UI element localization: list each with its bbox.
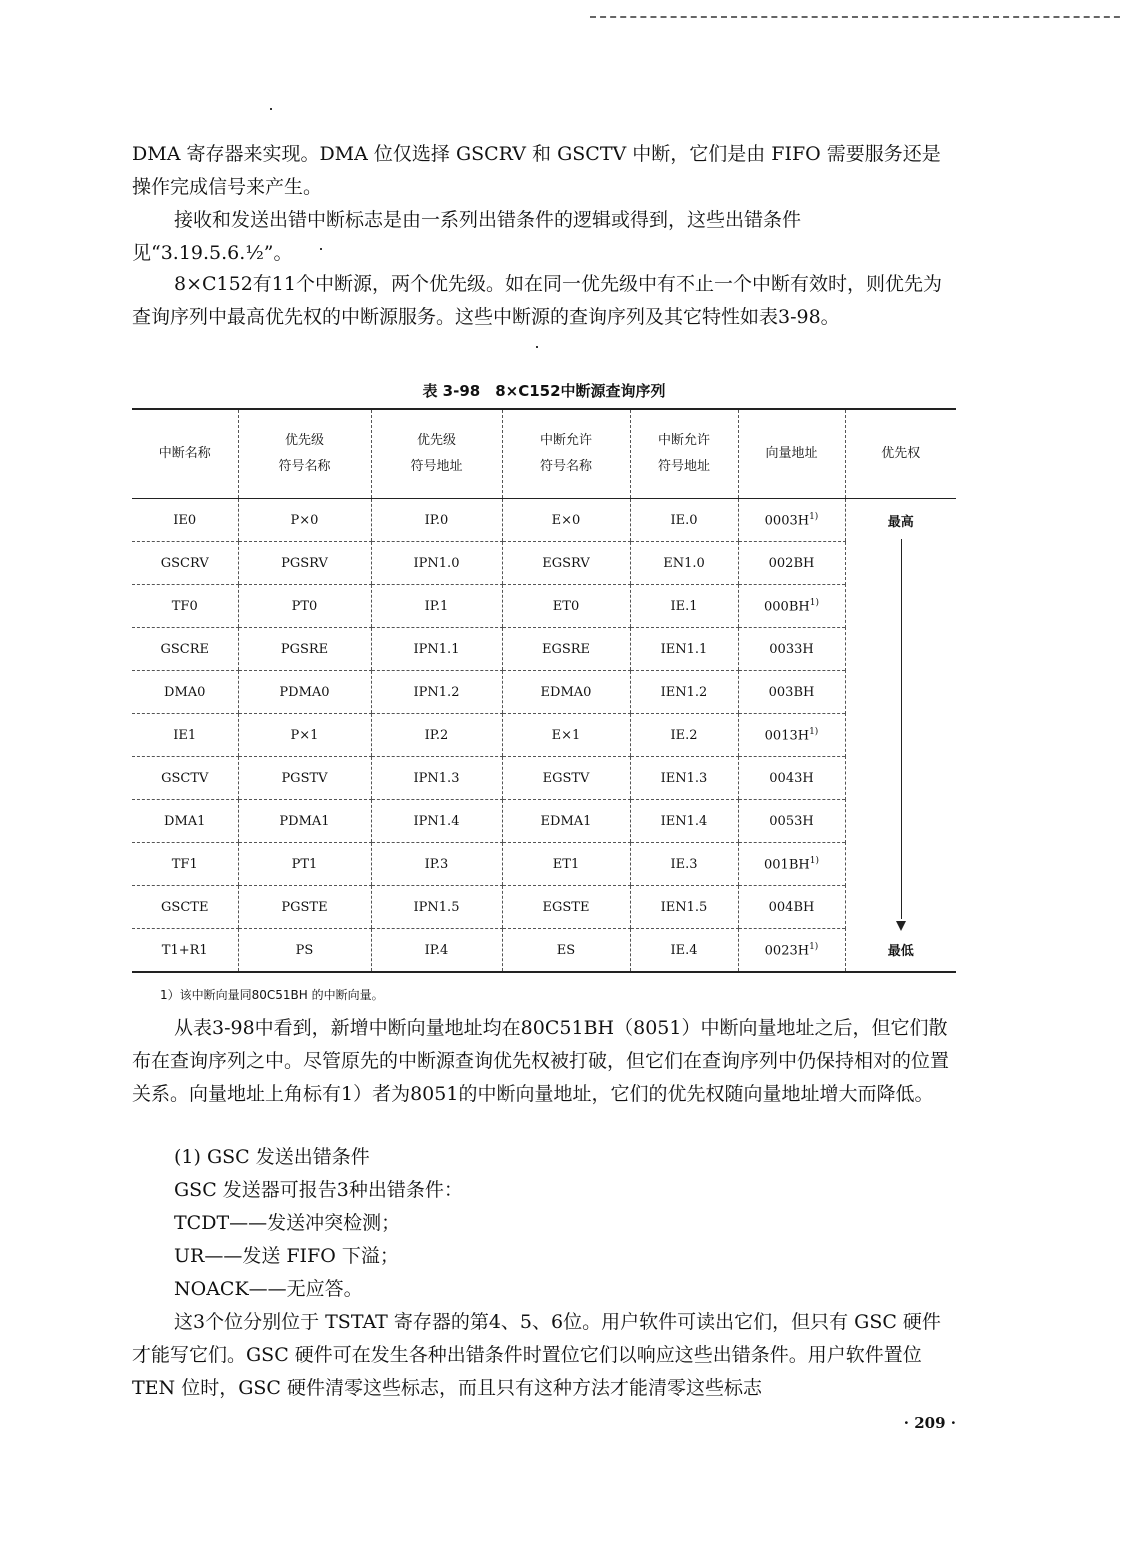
- table-cell: IEN1.1: [630, 628, 738, 671]
- page-number: · 209 ·: [903, 1414, 956, 1432]
- table-cell: [738, 929, 845, 973]
- table-cell: TF0: [132, 585, 238, 628]
- table-row: [132, 585, 956, 628]
- footnote-marker: 1): [809, 511, 819, 522]
- table-cell: IE1: [132, 714, 238, 757]
- table-cell: P×0: [238, 499, 371, 542]
- table-cell: [738, 499, 845, 542]
- table-cell: IEN1.2: [630, 671, 738, 714]
- paragraph-ur: UR——发送 FIFO 下溢；: [174, 1245, 399, 1267]
- column-header: 优先级 符号地址: [371, 409, 502, 499]
- vector-address: 0013H: [764, 728, 810, 744]
- table-cell: IPN1.4: [371, 800, 502, 843]
- vector-address: 0023H: [764, 943, 810, 959]
- table-cell: IE0: [132, 499, 238, 542]
- table-cell: E×0: [502, 499, 630, 542]
- table-cell: IP.4: [371, 929, 502, 973]
- footnote-marker: 1): [809, 855, 819, 866]
- table-cell: PT0: [238, 585, 371, 628]
- vector-address: 002BH: [768, 555, 815, 571]
- table-cell: IEN1.5: [630, 886, 738, 929]
- table-row: [132, 499, 956, 542]
- table-cell: PGSTE: [238, 886, 371, 929]
- table-cell: ET0: [502, 585, 630, 628]
- paragraph-tcdt: TCDT——发送冲突检测；: [174, 1212, 401, 1234]
- table-cell: PDMA0: [238, 671, 371, 714]
- table-cell: IPN1.3: [371, 757, 502, 800]
- column-header: 优先级 符号名称: [238, 409, 371, 499]
- table-cell: IP.0: [371, 499, 502, 542]
- table-cell: IE.2: [630, 714, 738, 757]
- paragraph-tstat: 这3个位分别位于 TSTAT 寄存器的第4、5、6位。用户软件可读出它们，但只有 GSC 硬件才能写它们。GSC 硬件可在发生各种出错条件时置位它们以响应这些出错条件。用户软件置位 TEN 位时，GSC 硬件清零这些标志，而且只有这种方法才能清零这些标志: [132, 1311, 941, 1399]
- table-cell: IPN1.5: [371, 886, 502, 929]
- table-cell: GSCTE: [132, 886, 238, 929]
- table-cell: PGSRE: [238, 628, 371, 671]
- table-cell: EGSTE: [502, 886, 630, 929]
- scan-speck: [536, 346, 538, 348]
- table-cell: IP.1: [371, 585, 502, 628]
- column-header: 中断允许 符号名称: [502, 409, 630, 499]
- table-cell: GSCTV: [132, 757, 238, 800]
- footnote-marker: 1): [809, 597, 819, 608]
- table-cell: EGSRE: [502, 628, 630, 671]
- vector-address: 001BH: [764, 857, 810, 873]
- table-cell: EDMA1: [502, 800, 630, 843]
- table-cell: IEN1.4: [630, 800, 738, 843]
- column-header: 优先权: [845, 409, 956, 499]
- table-row: [132, 800, 956, 843]
- table-row: [132, 929, 956, 973]
- column-header: 中断名称: [132, 409, 238, 499]
- table-cell: GSCRE: [132, 628, 238, 671]
- table-cell: EGSTV: [502, 757, 630, 800]
- paragraph-noack: NOACK——无应答。: [174, 1278, 363, 1300]
- paragraph-dma: DMA 寄存器来实现。DMA 位仅选择 GSCRV 和 GSCTV 中断，它们是由 FIFO 需要服务还是操作完成信号来产生。: [132, 143, 941, 198]
- table-cell: PGSRV: [238, 542, 371, 585]
- table-cell: IE.0: [630, 499, 738, 542]
- vector-address: 0033H: [769, 641, 814, 657]
- paragraph-error-flags: 接收和发送出错中断标志是由一系列出错条件的逻辑或得到，这些出错条件见“3.19.5.6.½”。: [132, 209, 802, 264]
- paragraph-table-analysis: 从表3-98中看到，新增中断向量地址均在80C51BH（8051）中断向量地址之后，但它们散布在查询序列之中。尽管原先的中断源查询优先权被打破，但它们在查询序列中仍保持相对的位置关系。向量地址上角标有1）者为8051的中断向量地址，它们的优先权随向量地址增大而降低。: [132, 1017, 950, 1105]
- table-cell: [738, 800, 845, 843]
- table-row: [132, 714, 956, 757]
- table-cell: DMA0: [132, 671, 238, 714]
- priority-column: [845, 499, 956, 973]
- table-cell: IP.3: [371, 843, 502, 886]
- table-cell: [738, 542, 845, 585]
- table-cell: [738, 585, 845, 628]
- footnote-marker: 1): [809, 941, 819, 952]
- vector-address: 0043H: [769, 770, 814, 786]
- paragraph-interrupt-sources: 8×C152有11个中断源，两个优先级。如在同一优先级中有不止一个中断有效时，则优先为查询序列中最高优先权的中断源服务。这些中断源的查询序列及其它特性如表3-98。: [132, 273, 942, 328]
- table-cell: DMA1: [132, 800, 238, 843]
- vector-address: 0053H: [769, 813, 814, 829]
- table-cell: IPN1.2: [371, 671, 502, 714]
- table-cell: PS: [238, 929, 371, 973]
- table-cell: IE.3: [630, 843, 738, 886]
- table-row: [132, 843, 956, 886]
- vector-address: 004BH: [768, 899, 815, 915]
- interrupt-poll-table: [132, 408, 956, 973]
- column-header: 向量地址: [738, 409, 845, 499]
- priority-arrow-line: [901, 539, 902, 919]
- table-cell: P×1: [238, 714, 371, 757]
- table-cell: IE.1: [630, 585, 738, 628]
- table-cell: EDMA0: [502, 671, 630, 714]
- table-cell: IPN1.0: [371, 542, 502, 585]
- scan-speck: [270, 108, 272, 110]
- footnote-marker: 1): [809, 726, 819, 737]
- table-cell: ET1: [502, 843, 630, 886]
- paragraph-section-heading: (1) GSC 发送出错条件: [174, 1146, 370, 1168]
- column-header: 中断允许 符号地址: [630, 409, 738, 499]
- table-cell: T1+R1: [161, 942, 208, 958]
- vector-address: 003BH: [768, 684, 815, 700]
- table-cell: [738, 843, 845, 886]
- table-row: [132, 886, 956, 929]
- table-cell: IP.2: [371, 714, 502, 757]
- table-cell: EGSRV: [502, 542, 630, 585]
- table-caption: 表 3-98 8×C152中断源查询序列: [422, 382, 666, 400]
- priority-highest-label: 最高: [887, 515, 914, 530]
- table-cell: [738, 757, 845, 800]
- table-cell: PDMA1: [238, 800, 371, 843]
- top-dashed-rule: [590, 16, 1122, 18]
- table-cell: E×1: [502, 714, 630, 757]
- vector-address: 0003H: [764, 513, 810, 529]
- table-footnote: 1）该中断向量同80C51BH 的中断向量。: [160, 988, 384, 1002]
- table-cell: ES: [502, 929, 630, 973]
- table-cell: [738, 628, 845, 671]
- table-cell: GSCRV: [132, 542, 238, 585]
- table-row: [132, 671, 956, 714]
- table-row: [132, 757, 956, 800]
- table-cell: IEN1.3: [630, 757, 738, 800]
- table-header-row: [132, 409, 956, 499]
- table-cell: [738, 886, 845, 929]
- table-cell: PGSTV: [238, 757, 371, 800]
- table-cell: EN1.0: [630, 542, 738, 585]
- vector-address: 000BH: [764, 599, 810, 615]
- priority-lowest-label: 最低: [887, 944, 914, 959]
- table-row: [132, 542, 956, 585]
- table-cell: TF1: [132, 843, 238, 886]
- table-cell: IE.4: [630, 929, 738, 973]
- arrow-down-icon: [896, 921, 906, 931]
- table-cell: PT1: [238, 843, 371, 886]
- table-row: [132, 628, 956, 671]
- table-cell: IPN1.1: [371, 628, 502, 671]
- table-cell: [738, 671, 845, 714]
- table-cell: [738, 714, 845, 757]
- paragraph-error-count: GSC 发送器可报告3种出错条件：: [174, 1179, 463, 1201]
